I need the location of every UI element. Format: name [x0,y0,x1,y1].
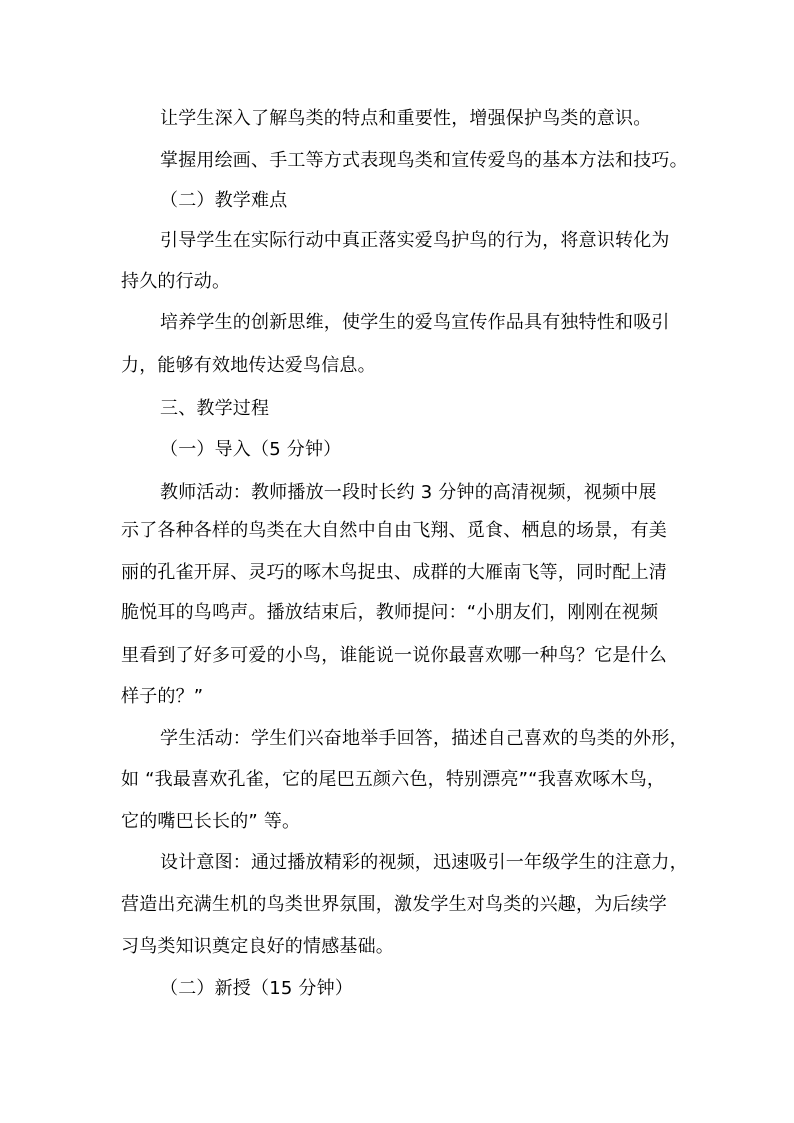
text-line: 掌握用绘画、手工等方式表现鸟类和宣传爱鸟的基本方法和技巧。 [160,150,688,171]
text-line: 如 “我最喜欢孔雀，它的尾巴五颜六色，特别漂亮”“我喜欢啄木鸟， [121,769,666,790]
section-heading: 三、教学过程 [160,398,270,419]
text-line: 习鸟类知识奠定良好的情感基础。 [121,936,394,957]
section-heading: （二）新授（15 分钟） [160,978,354,999]
text-line: 它的嘴巴长长的” 等。 [121,811,301,832]
text-line: 设计意图：通过播放精彩的视频，迅速吸引一年级学生的注意力， [160,852,688,873]
text-line: 学生活动：学生们兴奋地举手回答，描述自己喜欢的鸟类的外形， [160,728,688,749]
text-line: 里看到了好多可爱的小鸟，谁能说一说你最喜欢哪一种鸟？它是什么 [121,645,667,666]
section-heading: （一）导入（5 分钟） [160,439,342,460]
text-line: 脆悦耳的鸟鸣声。播放结束后，教师提问：“小朋友们，刚刚在视频 [121,602,659,623]
text-line: 让学生深入了解鸟类的特点和重要性，增强保护鸟类的意识。 [160,108,652,129]
text-line: 丽的孔雀开屏、灵巧的啄木鸟捉虫、成群的大雁南飞等，同时配上清 [121,562,667,583]
section-heading: （二）教学难点 [160,190,288,211]
text-line: 营造出充满生机的鸟类世界氛围，激发学生对鸟类的兴趣，为后续学 [121,894,667,915]
text-line: 持久的行动。 [121,271,231,292]
text-line: 教师活动：教师播放一段时长约 3 分钟的高清视频，视频中展 [160,482,657,503]
text-line: 示了各种各样的鸟类在大自然中自由飞翔、觅食、栖息的场景，有美 [121,520,667,541]
text-line: 样子的？” [121,686,204,707]
text-line: 引导学生在实际行动中真正落实爱鸟护鸟的行为，将意识转化为 [160,230,670,251]
text-line: 培养学生的创新思维，使学生的爱鸟宣传作品具有独特性和吸引 [160,312,670,333]
text-line: 力，能够有效地传达爱鸟信息。 [121,355,376,376]
